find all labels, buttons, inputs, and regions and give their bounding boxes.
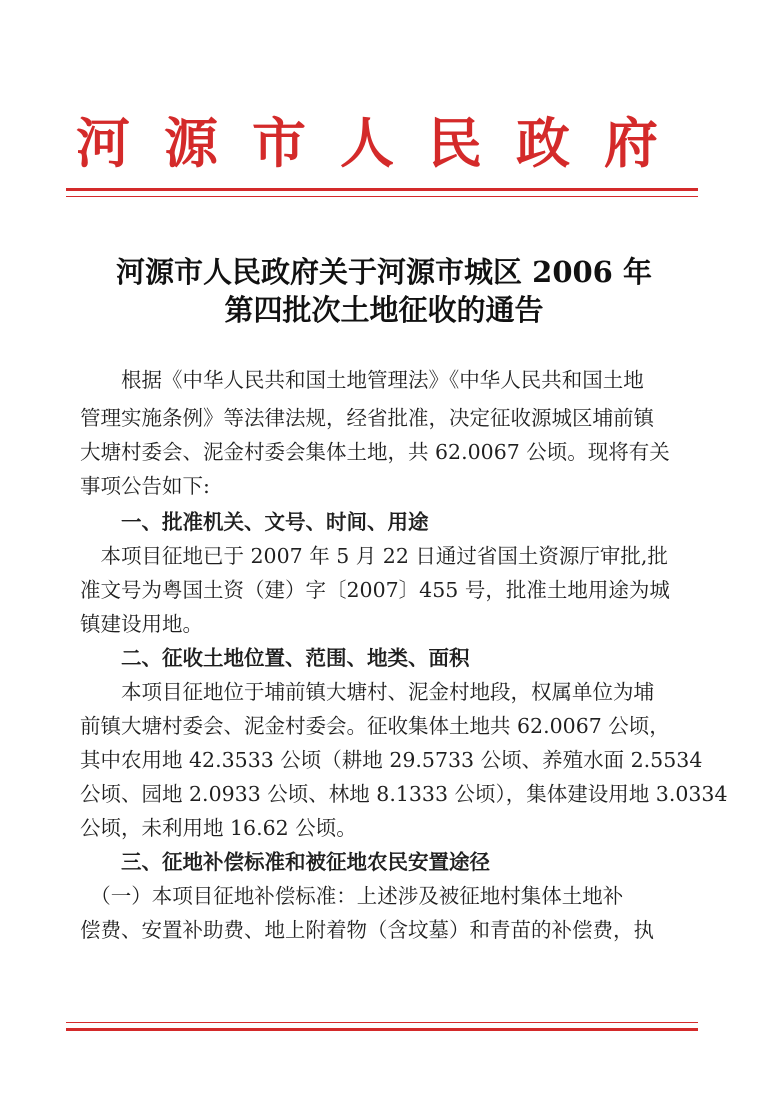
body-line: （一）本项目征地补偿标准：上述涉及被征地村集体土地补 xyxy=(80,884,624,908)
document-title-line-1: 河源市人民政府关于河源市城区 2006 年 xyxy=(116,255,652,289)
document-title-line-2: 第四批次土地征收的通告 xyxy=(224,293,544,327)
body-line: 公顷，未利用地 16.62 公顷。 xyxy=(80,816,357,840)
body-line: 大塘村委会、泥金村委会集体土地，共 62.0067 公顷。现将有关 xyxy=(80,440,670,464)
body-line: 镇建设用地。 xyxy=(80,612,203,636)
body-line: 准文号为粤国土资（建）字〔2007〕455 号，批准土地用途为城 xyxy=(80,578,670,602)
section-heading-2: 二、征收土地位置、范围、地类、面积 xyxy=(80,646,470,670)
section-heading-3: 三、征地补偿标准和被征地农民安置途径 xyxy=(80,850,490,874)
body-line: 根据《中华人民共和国土地管理法》《中华人民共和国土地 xyxy=(80,368,644,392)
body-line: 公顷、园地 2.0933 公顷、林地 8.1333 公顷），集体建设用地 3.0334 xyxy=(80,782,728,806)
letterhead-rule-thick xyxy=(66,188,698,191)
body-line: 本项目征地位于埔前镇大塘村、泥金村地段，权属单位为埔 xyxy=(80,680,654,704)
body-line: 偿费、安置补助费、地上附着物（含坟墓）和青苗的补偿费，执 xyxy=(80,918,654,942)
section-heading-1: 一、批准机关、文号、时间、用途 xyxy=(80,510,429,534)
footer-rule-thick xyxy=(66,1028,698,1031)
footer-rule-thin xyxy=(66,1022,698,1023)
body-line: 管理实施条例》等法律法规，经省批准，决定征收源城区埔前镇 xyxy=(80,406,654,430)
letterhead-rule-thin xyxy=(66,196,698,197)
letterhead-org-name: 河源市人民政府 xyxy=(76,111,692,175)
body-line: 其中农用地 42.3533 公顷（耕地 29.5733 公顷、养殖水面 2.5534 xyxy=(80,748,703,772)
body-line: 本项目征地已于 2007 年 5 月 22 日通过省国土资源厅审批,批 xyxy=(80,544,668,568)
body-line: 事项公告如下: xyxy=(80,474,210,498)
body-line: 前镇大塘村委会、泥金村委会。征收集体土地共 62.0067 公顷， xyxy=(80,714,670,738)
